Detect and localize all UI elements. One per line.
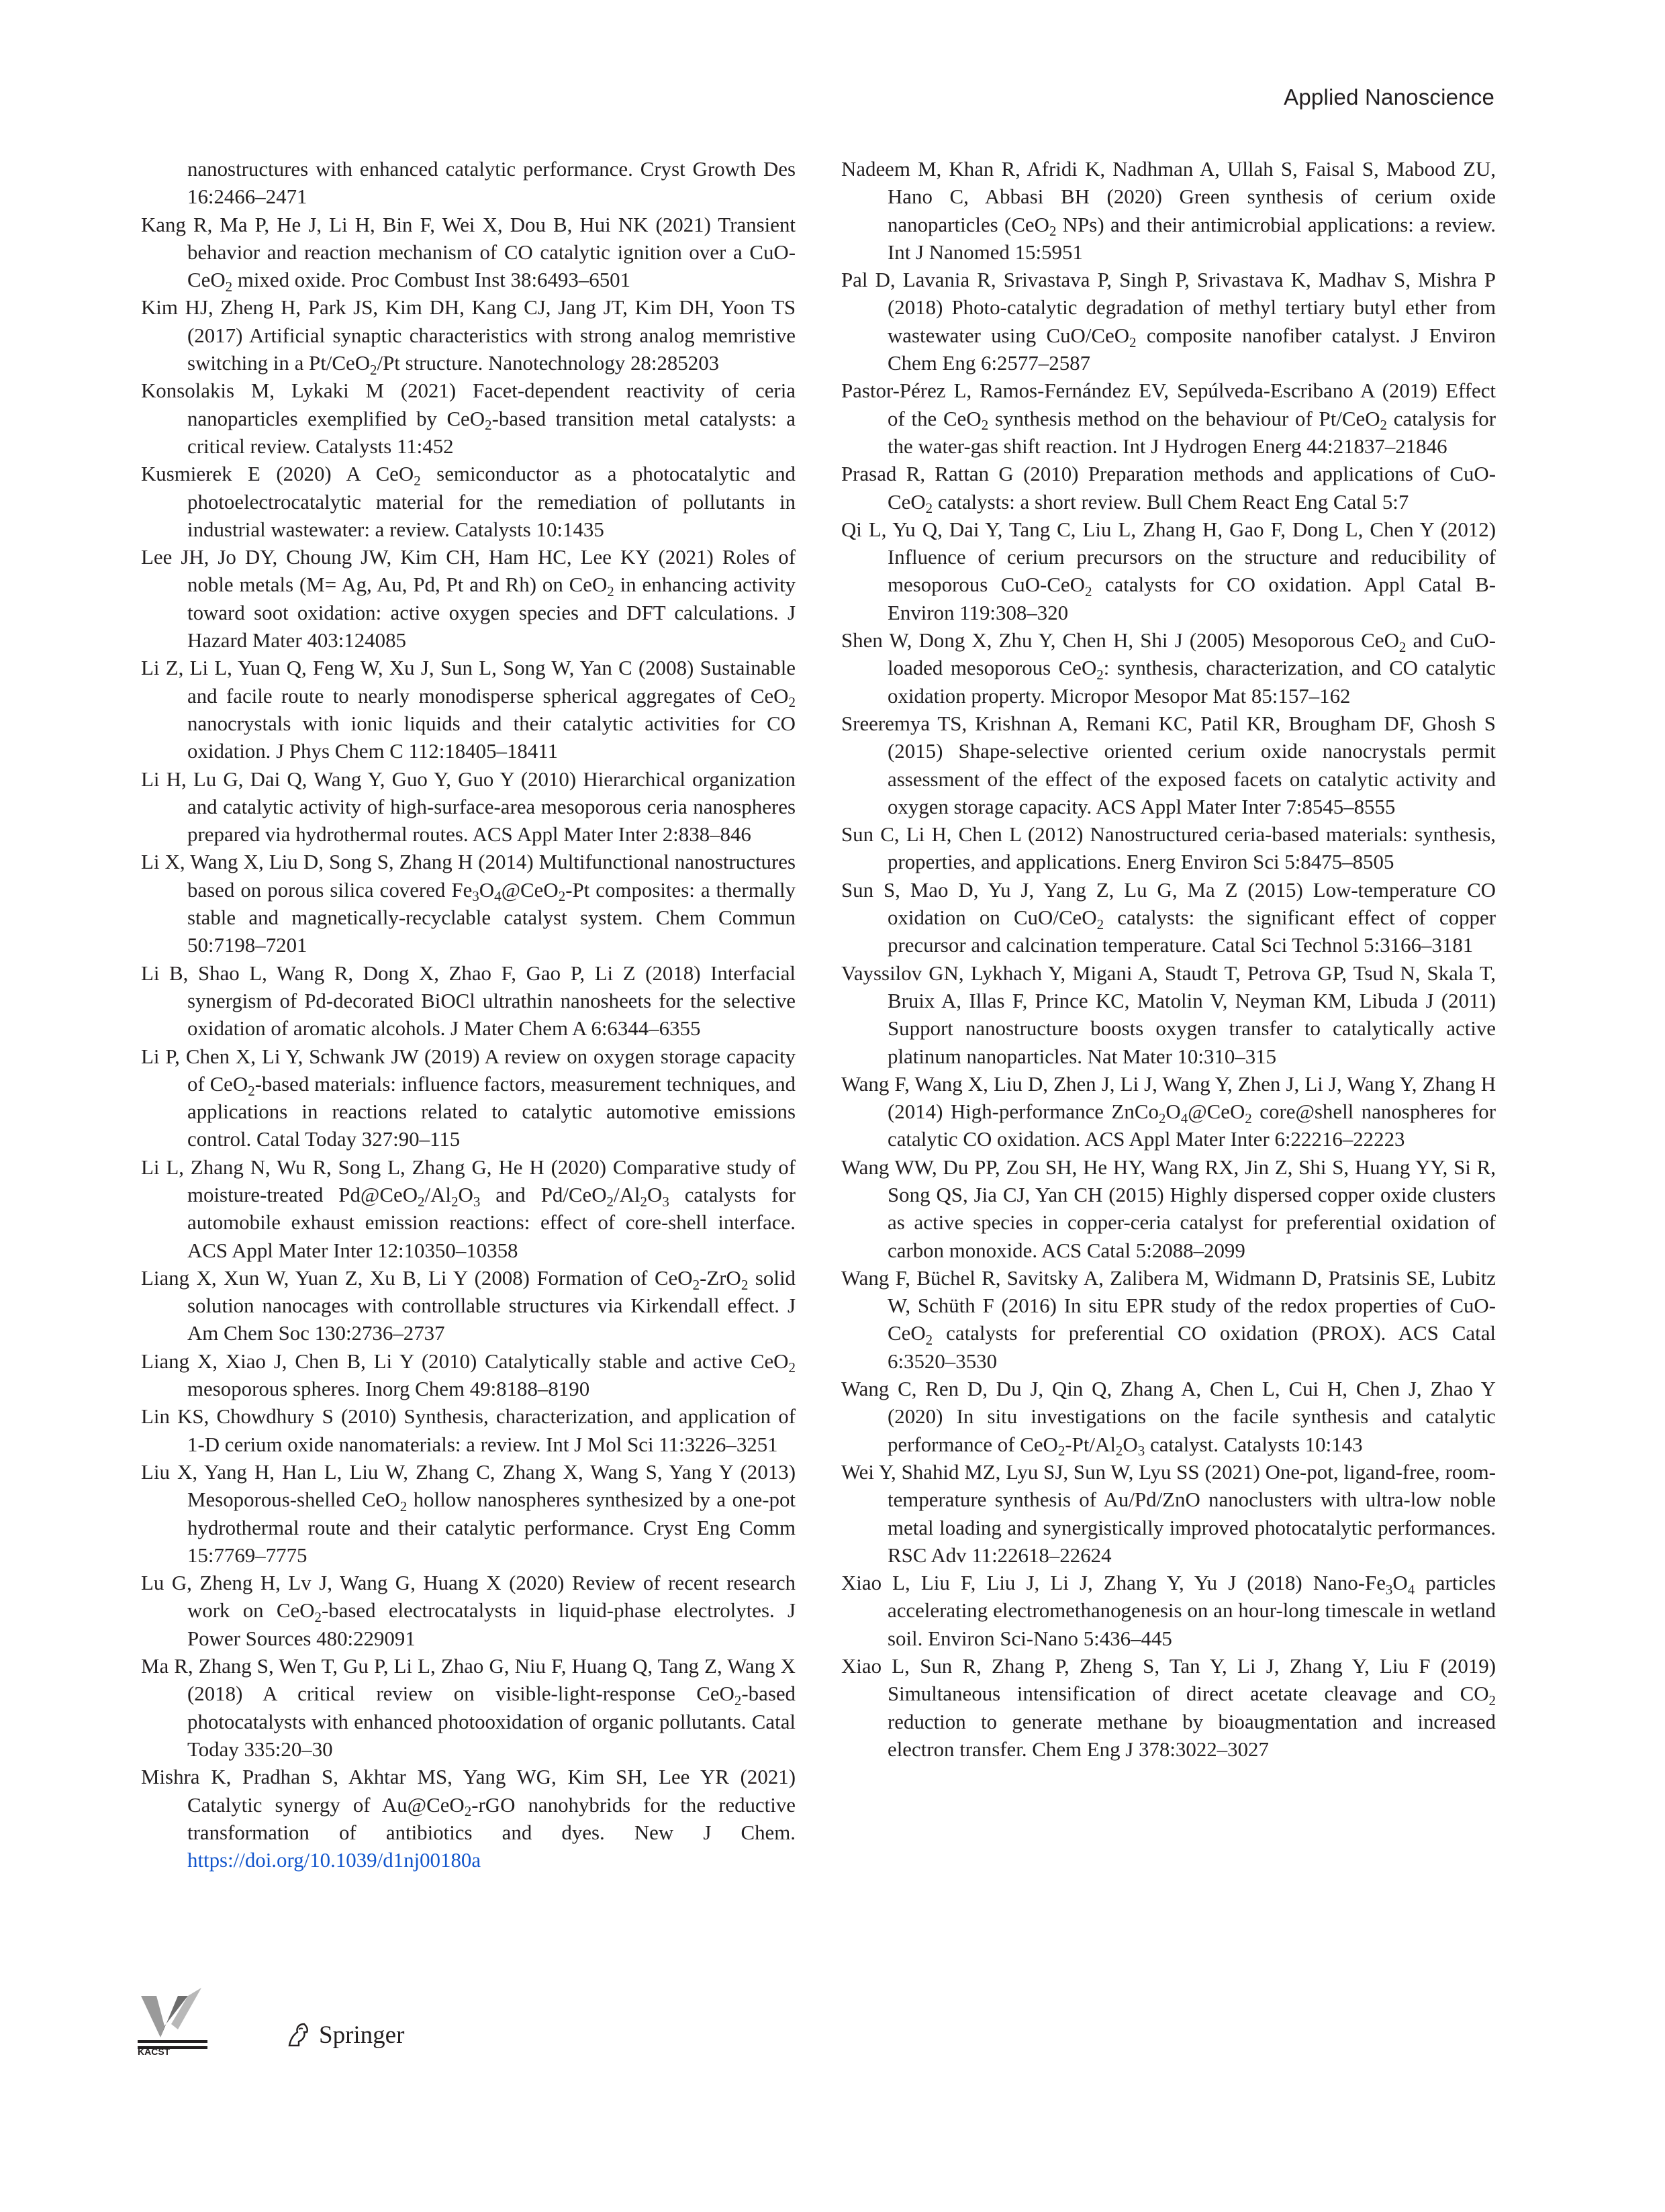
reference-entry: Kusmierek E (2020) A CeO$_2$ semiconductor as a photocatalytic and photoelectrocatalytic material for the remediation of pollutants in industrial wastewater: a review. Catalysts 10:1435 — [141, 462, 796, 541]
reference-entry: Sun S, Mao D, Yu J, Yang Z, Lu G, Ma Z (2015) Low-temperature CO oxidation on CuO/CeO$_2$ catalysts: the significant effect of copper precursor and calcination temperature. Catal Sci Technol 5:3166–3181 — [841, 877, 1496, 957]
reference-entry: Liang X, Xiao J, Chen B, Li Y (2010) Catalytically stable and active CeO$_2$ mesoporous spheres. Inorg Chem 49:8188–8190 — [141, 1349, 796, 1401]
footer-logos — [138, 1982, 420, 2056]
reference-entry: Wang F, Wang X, Liu D, Zhen J, Li J, Wang Y, Zhen J, Li J, Wang Y, Zhang H (2014) High-performance $ZnCo_2O_4@CeO_2$ core@shell nanospheres for catalytic CO oxidation. ACS Appl Mater Inter 6:22216–22223 — [841, 1071, 1496, 1151]
reference-entry: Pastor-Pérez L, Ramos-Fernández EV, Sepúlveda-Escribano A (2019) Effect of the CeO$_2$ synthesis method on the behaviour of Pt/CeO$_2$ catalysis for the water-gas shift reaction. Int J Hydrogen Energ 44:21837–21846 — [841, 379, 1496, 458]
reference-entry: Qi L, Yu Q, Dai Y, Tang C, Liu L, Zhang H, Gao F, Dong L, Chen Y (2012) Influence of cerium precursors on the structure and reducibility of mesoporous CuO-CeO$_2$ catalysts for CO oxidation. Appl Catal B-Environ 119:308–320 — [841, 517, 1496, 624]
reference-entry: Xiao L, Sun R, Zhang P, Zheng S, Tan Y, Li J, Zhang Y, Liu F (2019) Simultaneous intensification of direct acetate cleavage and $CO_2$ reduction to generate methane by bioaugmentation and increased electron transfer. Chem Eng J 378:3022–3027 — [841, 1654, 1496, 1761]
reference-entry: Li B, Shao L, Wang R, Dong X, Zhao F, Gao P, Li Z (2018) Interfacial synergism of Pd-decorated BiOCl ultrathin nanosheets for the selective oxidation of aromatic alcohols. J Mater Chem A 6:6344–6355 — [141, 961, 796, 1041]
reference-entry: Lee JH, Jo DY, Choung JW, Kim CH, Ham HC, Lee KY (2021) Roles of noble metals (M= Ag, Au, Pd, Pt and Rh) on CeO$_2$ in enhancing activity toward soot oxidation: active oxygen species and DFT calculations. J Hazard Mater 403:124085 — [141, 545, 796, 653]
reference-entry: Li X, Wang X, Liu D, Song S, Zhang H (2014) Multifunctional nanostructures based on porous silica covered $Fe_3O_4@CeO_2-Pt$ composites: a thermally stable and magnetically-recyclable catalyst system. Chem Commun 50:7198–7201 — [141, 850, 796, 957]
reference-column-right — [841, 155, 1496, 1763]
reference-entry: Kang R, Ma P, He J, Li H, Bin F, Wei X, Dou B, Hui NK (2021) Transient behavior and reaction mechanism of CO catalytic ignition over a CuO-CeO$_2$ mixed oxide. Proc Combust Inst 38:6493–6501 — [141, 212, 796, 295]
reference-entry: Lin KS, Chowdhury S (2010) Synthesis, characterization, and application of 1-D cerium oxide nanomaterials: a review. Int J Mol Sci 11:3226–3251 — [141, 1404, 796, 1456]
springer-horse-icon — [284, 2020, 314, 2050]
reference-entry: Wang WW, Du PP, Zou SH, He HY, Wang RX, Jin Z, Shi S, Huang YY, Si R, Song QS, Jia CJ, Yan CH (2015) Highly dispersed copper oxide clusters as active species in copper-ceria catalyst for preferential oxidation of carbon monoxide. ACS Catal 5:2088–2099 — [841, 1155, 1496, 1262]
reference-entry: Li H, Lu G, Dai Q, Wang Y, Guo Y, Guo Y (2010) Hierarchical organization and catalytic activity of high-surface-area mesoporous ceria nanospheres prepared via hydrothermal routes. ACS Appl Mater Inter 2:838–846 — [141, 767, 796, 847]
reference-entry: Xiao L, Liu F, Liu J, Li J, Zhang Y, Yu J (2018) Nano-$Fe_3O_4$ particles accelerating electromethanogenesis on an hour-long timescale in wetland soil. Environ Sci-Nano 5:436–445 — [841, 1571, 1496, 1650]
springer-label: Springer — [319, 2021, 405, 2049]
reference-entry: Li L, Zhang N, Wu R, Song L, Zhang G, He H (2020) Comparative study of moisture-treated $Pd@CeO_2/Al_2O_3$ and $Pd/CeO_2/Al_2O_3$ catalysts for automobile exhaust emission reactions: effect of core-shell interface. ACS Appl Mater Inter 12:10350–10358 — [141, 1155, 796, 1262]
reference-entry: Mishra K, Pradhan S, Akhtar MS, Yang WG, Kim SH, Lee YR (2021) Catalytic synergy of Au@CeO$_2$-rGO nanohybrids for the reductive transformation of antibiotics and dyes. New J Chem. https://doi.org/10.1039/d1nj00180a — [141, 1765, 796, 1872]
reference-entry: Nadeem M, Khan R, Afridi K, Nadhman A, Ullah S, Faisal S, Mabood ZU, Hano C, Abbasi BH (2020) Green synthesis of cerium oxide nanoparticles (CeO$_2$ NPs) and their antimicrobial applications: a review. Int J Nanomed 15:5951 — [841, 157, 1496, 264]
kacst-logo-icon — [138, 1982, 211, 2056]
svg-text:KACST: KACST — [138, 2046, 171, 2056]
reference-entry: Sreeremya TS, Krishnan A, Remani KC, Patil KR, Brougham DF, Ghosh S (2015) Shape-selective oriented cerium oxide nanocrystals permit assessment of the effect of the exposed facets on catalytic activity and oxygen storage capacity. ACS Appl Mater Inter 7:8545–8555 — [841, 711, 1496, 818]
journal-name: Applied Nanoscience — [1284, 85, 1494, 109]
reference-entry: Prasad R, Rattan G (2010) Preparation methods and applications of CuO-CeO$_2$ catalysts: a short review. Bull Chem React Eng Catal 5:7 — [841, 462, 1496, 517]
springer-logo — [284, 2020, 404, 2050]
reference-entry: Wang C, Ren D, Du J, Qin Q, Zhang A, Chen L, Cui H, Chen J, Zhao Y (2020) In situ investigations on the facile synthesis and catalytic performance of $CeO_2-Pt/Al_2O_3$ catalyst. Catalysts 10:143 — [841, 1377, 1496, 1459]
reference-entry: Vayssilov GN, Lykhach Y, Migani A, Staudt T, Petrova GP, Tsud N, Skala T, Bruix A, Illas F, Prince KC, Matolin V, Neyman KM, Libuda J (2011) Support nanostructure boosts oxygen transfer to catalytically active platinum nanoparticles. Nat Mater 10:310–315 — [841, 961, 1496, 1068]
reference-entry: Kim HJ, Zheng H, Park JS, Kim DH, Kang CJ, Jang JT, Kim DH, Yoon TS (2017) Artificial synaptic characteristics with strong analog memristive switching in a Pt/CeO$_2$/Pt structure. Nanotechnology 28:285203 — [141, 295, 796, 378]
reference-entry: Liang X, Xun W, Yuan Z, Xu B, Li Y (2008) Formation of CeO$_2$-ZrO$_2$ solid solution nanocages with controllable structures via Kirkendall effect. J Am Chem Soc 130:2736–2737 — [141, 1265, 796, 1345]
reference-entry: Shen W, Dong X, Zhu Y, Chen H, Shi J (2005) Mesoporous CeO$_2$ and CuO-loaded mesoporous CeO$_2$: synthesis, characterization, and CO catalytic oxidation property. Micropor Mesopor Mat 85:157–162 — [841, 628, 1496, 708]
doi-link[interactable]: https://doi.org/10.1039/d1nj00180a — [187, 1848, 481, 1872]
reference-entry: Konsolakis M, Lykaki M (2021) Facet-dependent reactivity of ceria nanoparticles exemplified by CeO$_2$-based transition metal catalysts: a critical review. Catalysts 11:452 — [141, 379, 796, 458]
reference-entry: Wei Y, Shahid MZ, Lyu SJ, Sun W, Lyu SS (2021) One-pot, ligand-free, room-temperature synthesis of Au/Pd/ZnO nanoclusters with ultra-low noble metal loading and synergistically improved photocatalytic performances. RSC Adv 11:22618–22624 — [841, 1459, 1496, 1567]
reference-entry: Ma R, Zhang S, Wen T, Gu P, Li L, Zhao G, Niu F, Huang Q, Tang Z, Wang X (2018) A critical review on visible-light-response CeO$_2$-based photocatalysts with enhanced photooxidation of organic pollutants. Catal Today 335:20–30 — [141, 1654, 796, 1761]
reference-entry: Sun C, Li H, Chen L (2012) Nanostructured ceria-based materials: synthesis, properties, and applications. Energ Environ Sci 5:8475–8505 — [841, 822, 1496, 874]
reference-column-left — [141, 155, 796, 1874]
reference-entry: Li P, Chen X, Li Y, Schwank JW (2019) A review on oxygen storage capacity of CeO$_2$-based materials: influence factors, measurement techniques, and applications in reactions related to catalytic automotive emissions control. Catal Today 327:90–115 — [141, 1044, 796, 1151]
reference-entry: Liu X, Yang H, Han L, Liu W, Zhang C, Zhang X, Wang S, Yang Y (2013) Mesoporous-shelled CeO$_2$ hollow nanospheres synthesized by a one-pot hydrothermal route and their catalytic performance. Cryst Eng Comm 15:7769–7775 — [141, 1459, 796, 1567]
reference-entry: nanostructures with enhanced catalytic performance. Cryst Growth Des 16:2466–2471 — [187, 157, 796, 209]
reference-entry: Pal D, Lavania R, Srivastava P, Singh P, Srivastava K, Madhav S, Mishra P (2018) Photo-catalytic degradation of methyl tertiary butyl ether from wastewater using CuO/CeO$_2$ composite nanofiber catalyst. J Environ Chem Eng 6:2577–2587 — [841, 268, 1496, 375]
reference-entry: Li Z, Li L, Yuan Q, Feng W, Xu J, Sun L, Song W, Yan C (2008) Sustainable and facile route to nearly monodisperse spherical aggregates of CeO$_2$ nanocrystals with ionic liquids and their catalytic activities for CO oxidation. J Phys Chem C 112:18405–18411 — [141, 656, 796, 763]
reference-entry: Wang F, Büchel R, Savitsky A, Zalibera M, Widmann D, Pratsinis SE, Lubitz W, Schüth F (2016) In situ EPR study of the redox properties of CuO-CeO$_2$ catalysts for preferential CO oxidation (PROX). ACS Catal 6:3520–3530 — [841, 1265, 1496, 1373]
reference-entry: Lu G, Zheng H, Lv J, Wang G, Huang X (2020) Review of recent research work on CeO$_2$-based electrocatalysts in liquid-phase electrolytes. J Power Sources 480:229091 — [141, 1571, 796, 1650]
